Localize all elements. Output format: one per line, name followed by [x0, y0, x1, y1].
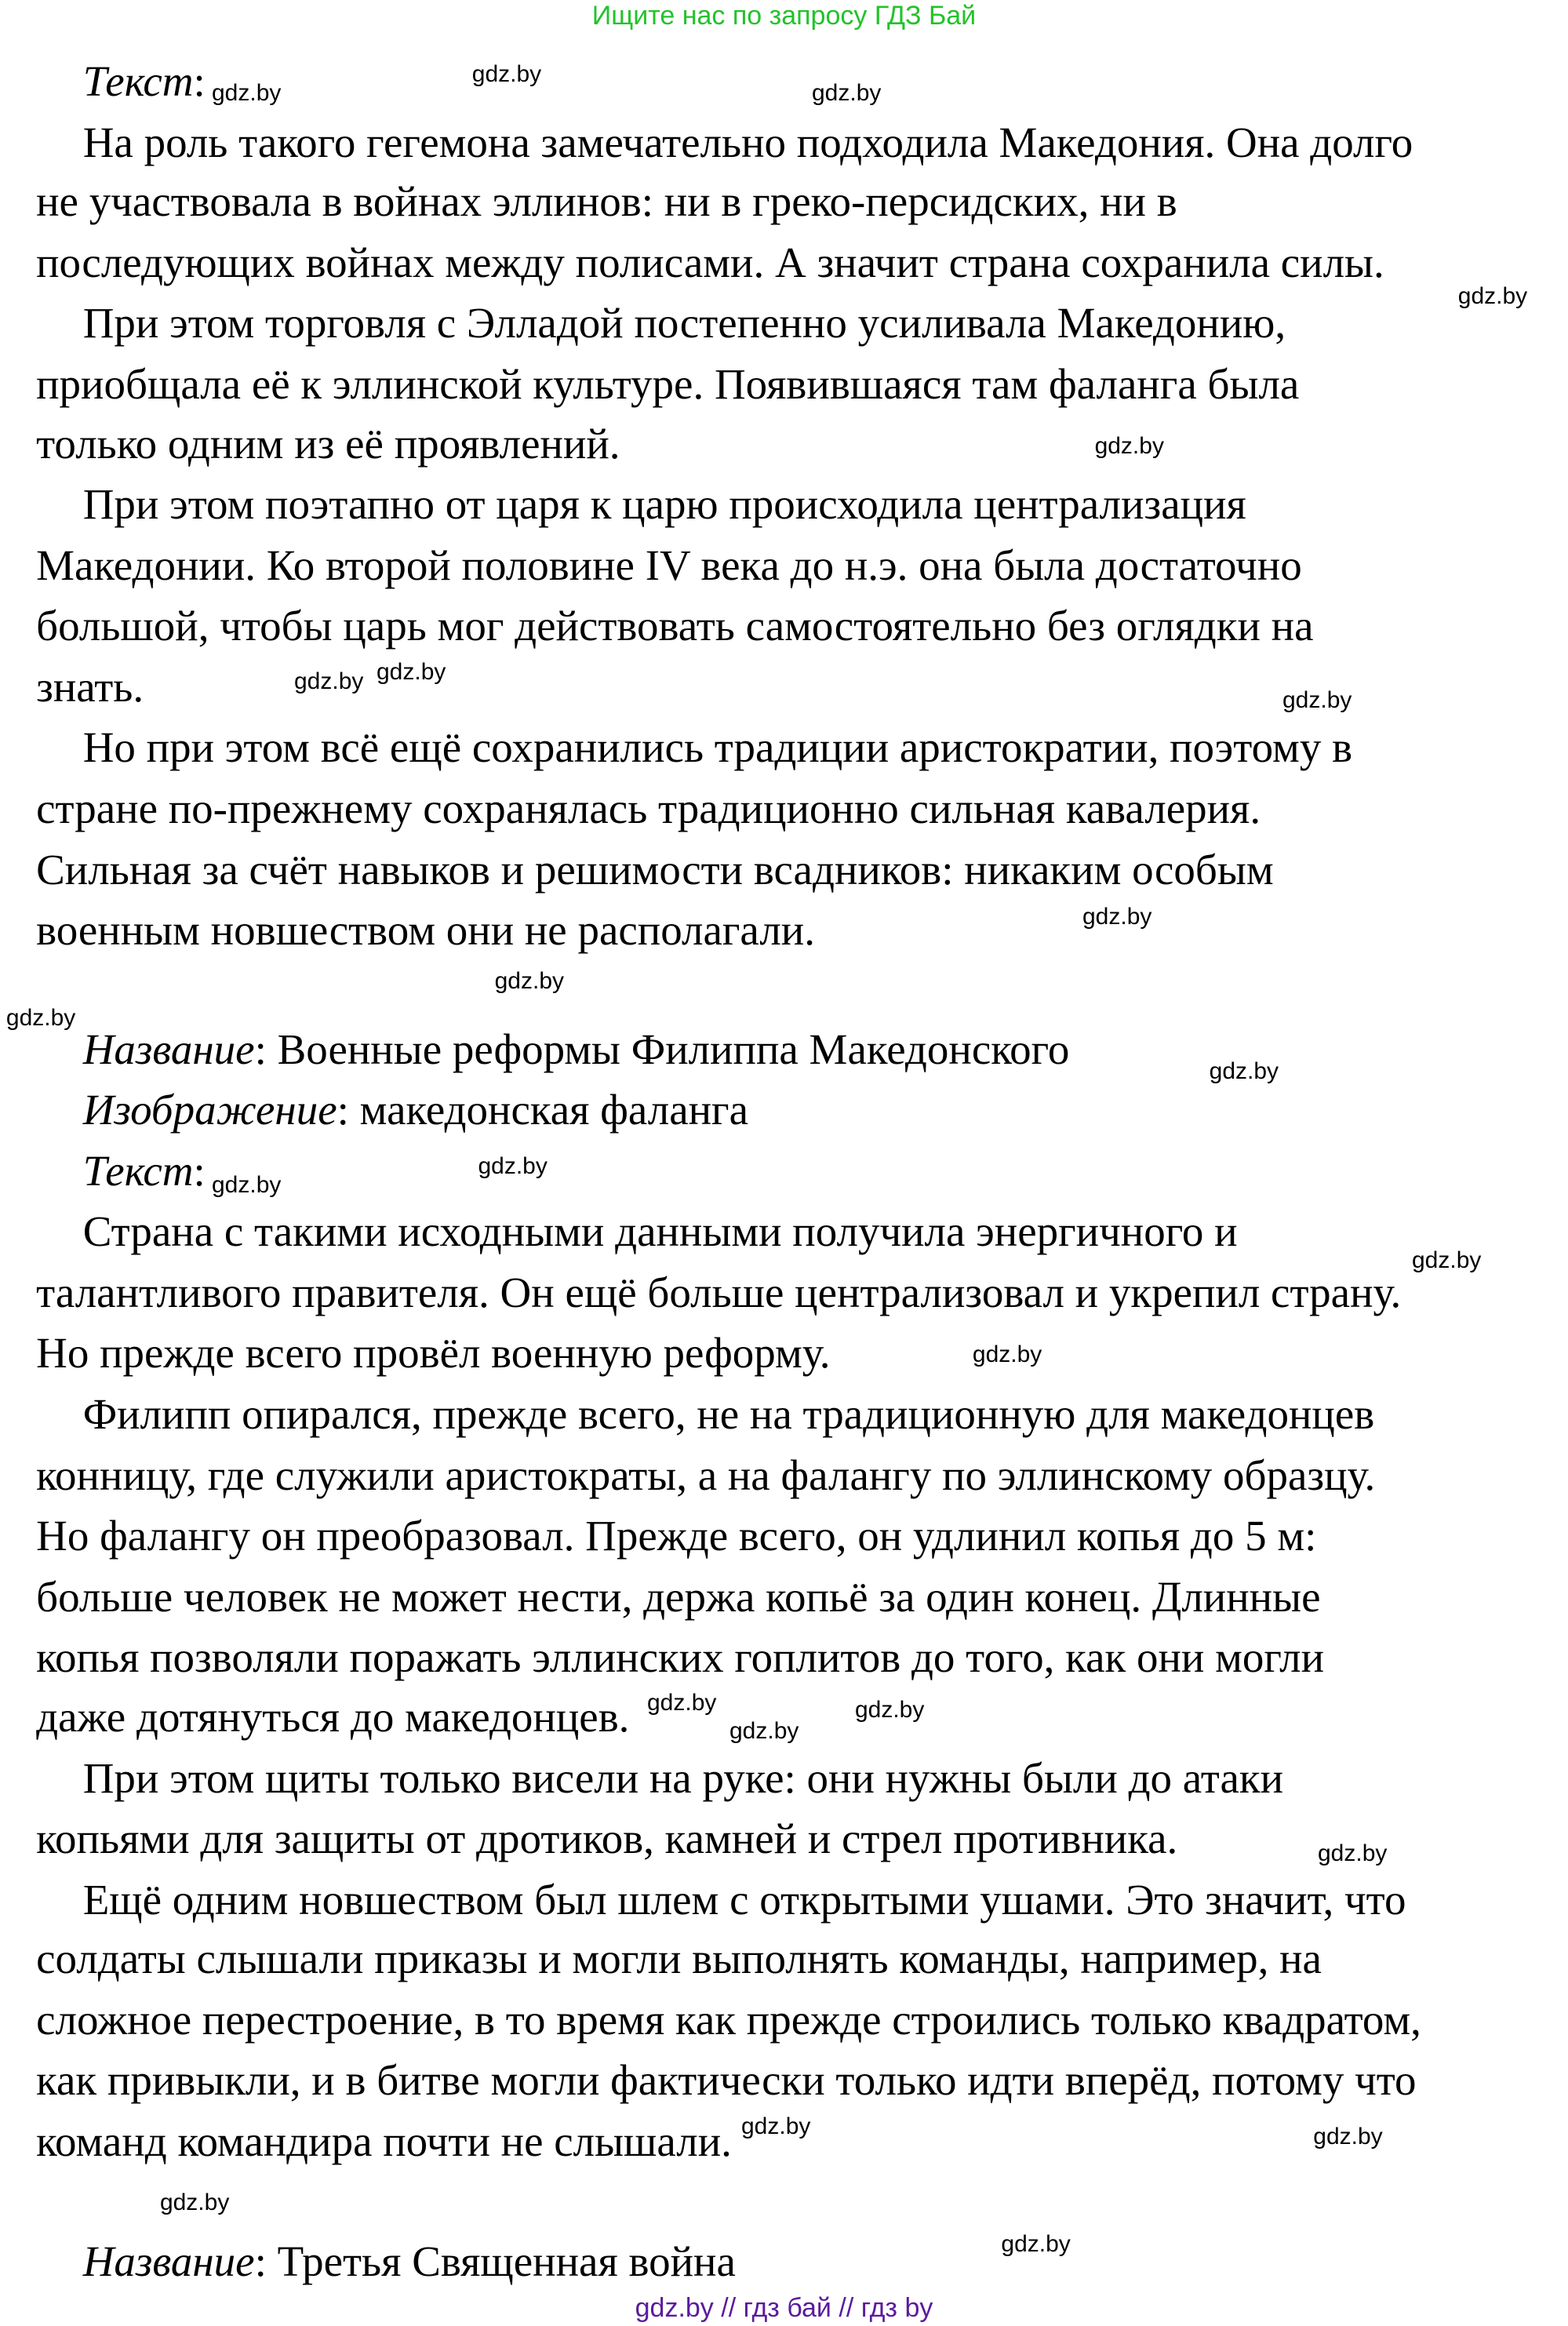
watermark: gdz.by [972, 1341, 1042, 1368]
watermark: gdz.by [1082, 904, 1152, 930]
text-line [36, 238, 1384, 288]
watermark: gdz.by [729, 1718, 799, 1744]
text-line [36, 784, 1261, 834]
text-line [36, 541, 1302, 591]
text-line [36, 419, 620, 469]
line-text: Филипп опирался, прежде всего, не на традиционную для македонцев [82, 1389, 1375, 1438]
watermark: gdz.by [1457, 283, 1528, 310]
line-text: Но прежде всего провёл военную реформу. [36, 1329, 831, 1378]
text-line [36, 2117, 732, 2167]
watermark: gdz.by [1094, 433, 1164, 460]
watermark: gdz.by [5, 1004, 76, 1031]
search-banner: Ищите нас по запросу ГДЗ Бай [591, 1, 977, 31]
line-text: не участвовала в войнах эллинов: ни в греко-персидских, ни в [36, 177, 1177, 226]
text-line [36, 1934, 1322, 1984]
line-text: Но при этом всё ещё сохранились традиции аристократии, поэтому в [82, 723, 1353, 772]
line-text: При этом щиты только висели на руке: они нужны были до атаки [82, 1753, 1284, 1802]
watermark: gdz.by [1318, 1840, 1388, 1866]
line-text: даже дотянуться до македонцев. [36, 1692, 630, 1741]
line-text: знать. [36, 662, 144, 711]
field-label: Название [82, 1025, 255, 1073]
line-text: : [193, 1146, 206, 1195]
watermark: gdz.by [741, 2113, 811, 2139]
watermark: gdz.by [1209, 1058, 1279, 1085]
text-line [36, 1572, 1320, 1622]
line-text: больше человек не может нести, держа копьё за один конец. Длинные [36, 1572, 1321, 1621]
field-label: Текст [82, 1146, 194, 1195]
line-text: только одним из её проявлений. [36, 419, 620, 468]
line-text: Сильная за счёт навыков и решимости всадников: никаким особым [36, 845, 1274, 894]
text-line [83, 1753, 1283, 1804]
line-text: последующих войнах между полисами. А значит страна сохранила силы. [36, 238, 1384, 286]
text-line [83, 723, 1352, 773]
line-text: конницу, где служили аристократы, а на фалангу по эллинскому образцу. [36, 1451, 1376, 1499]
footer-watermark: gdz.by // гдз бай // гдз by [635, 2293, 933, 2323]
watermark: gdz.by [159, 2189, 230, 2215]
text-line [83, 298, 1286, 348]
line-text: : македонская фаланга [337, 1086, 749, 1134]
text-line [36, 1995, 1421, 2045]
line-text: Македонии. Ко второй половине IV века до н.э. она была достаточно [36, 541, 1302, 589]
watermark: gdz.by [1412, 1247, 1482, 1273]
text-line [36, 359, 1299, 410]
watermark: gdz.by [294, 668, 364, 694]
watermark: gdz.by [212, 80, 282, 106]
field-label: Текст [82, 56, 194, 105]
text-line [36, 177, 1177, 227]
watermark: gdz.by [478, 1153, 548, 1180]
line-text: копья позволяли поражать эллинских гоплитов до того, как они могли [36, 1633, 1325, 1682]
field-line [83, 56, 206, 107]
field-line [83, 1146, 206, 1196]
text-line [36, 1451, 1375, 1501]
line-text: При этом поэтапно от царя к царю происходила централизация [82, 480, 1246, 529]
watermark: gdz.by [647, 1690, 717, 1716]
text-line [36, 1814, 1177, 1864]
watermark: gdz.by [471, 60, 542, 87]
text-line [83, 1875, 1406, 1925]
text-line [36, 845, 1274, 895]
field-line [83, 1025, 1070, 1075]
line-text: : Третья Священная война [254, 2237, 736, 2286]
line-text: : [193, 56, 206, 105]
line-text: Ещё одним новшеством был шлем с открытыми ушами. Это значит, что [82, 1875, 1406, 1924]
text-line [36, 1328, 830, 1378]
watermark: gdz.by [1001, 2230, 1071, 2257]
text-line [36, 1692, 629, 1742]
text-line [36, 662, 144, 712]
line-text: копьями для защиты от дротиков, камней и стрел противника. [36, 1815, 1178, 1863]
watermark: gdz.by [494, 967, 564, 994]
text-line [36, 1268, 1401, 1318]
line-text: талантливого правителя. Он ещё больше централизовал и укрепил страну. [36, 1268, 1402, 1316]
line-text: команд командира почти не слышали. [36, 2117, 732, 2166]
watermark: gdz.by [377, 659, 446, 685]
text-line [83, 1207, 1238, 1257]
watermark: gdz.by [212, 1172, 282, 1198]
watermark: gdz.by [854, 1696, 925, 1723]
watermark: gdz.by [1313, 2124, 1383, 2150]
watermark: gdz.by [1282, 687, 1352, 713]
line-text: Но фалангу он преобразовал. Прежде всего, он удлинил копья до 5 м: [36, 1512, 1317, 1560]
text-line [83, 1389, 1375, 1440]
field-label: Изображение [82, 1086, 337, 1134]
field-line [83, 1085, 748, 1135]
line-text: Страна с такими исходными данными получила энергичного и [82, 1207, 1238, 1256]
line-text: приобщала её к эллинской культуре. Появившаяся там фаланга была [36, 359, 1300, 408]
line-text: военным новшеством они не располагали. [36, 906, 815, 955]
text-line [36, 1511, 1316, 1561]
line-text: стране по-прежнему сохранялась традиционно сильная кавалерия. [36, 784, 1261, 833]
line-text: большой, чтобы царь мог действовать самостоятельно без оглядки на [36, 602, 1314, 650]
text-line [83, 118, 1413, 168]
watermark: gdz.by [812, 80, 882, 106]
line-text: солдаты слышали приказы и могли выполнять команды, например, на [36, 1935, 1322, 1983]
line-text: : Военные реформы Филиппа Македонского [254, 1025, 1070, 1073]
text-line [36, 2055, 1416, 2106]
line-text: При этом торговля с Элладой постепенно усиливала Македонию, [82, 299, 1286, 348]
line-text: сложное перестроение, в то время как прежде строились только квадратом, [36, 1995, 1421, 2044]
field-label: Название [82, 2237, 255, 2286]
text-line [83, 479, 1246, 530]
text-line [36, 905, 815, 956]
field-line [83, 2237, 736, 2287]
line-text: На роль такого гегемона замечательно подходила Македония. Она долго [82, 118, 1413, 166]
line-text: как привыкли, и в битве могли фактически только идти вперёд, потому что [36, 2056, 1417, 2105]
text-line [36, 1633, 1324, 1683]
text-line [36, 601, 1313, 651]
